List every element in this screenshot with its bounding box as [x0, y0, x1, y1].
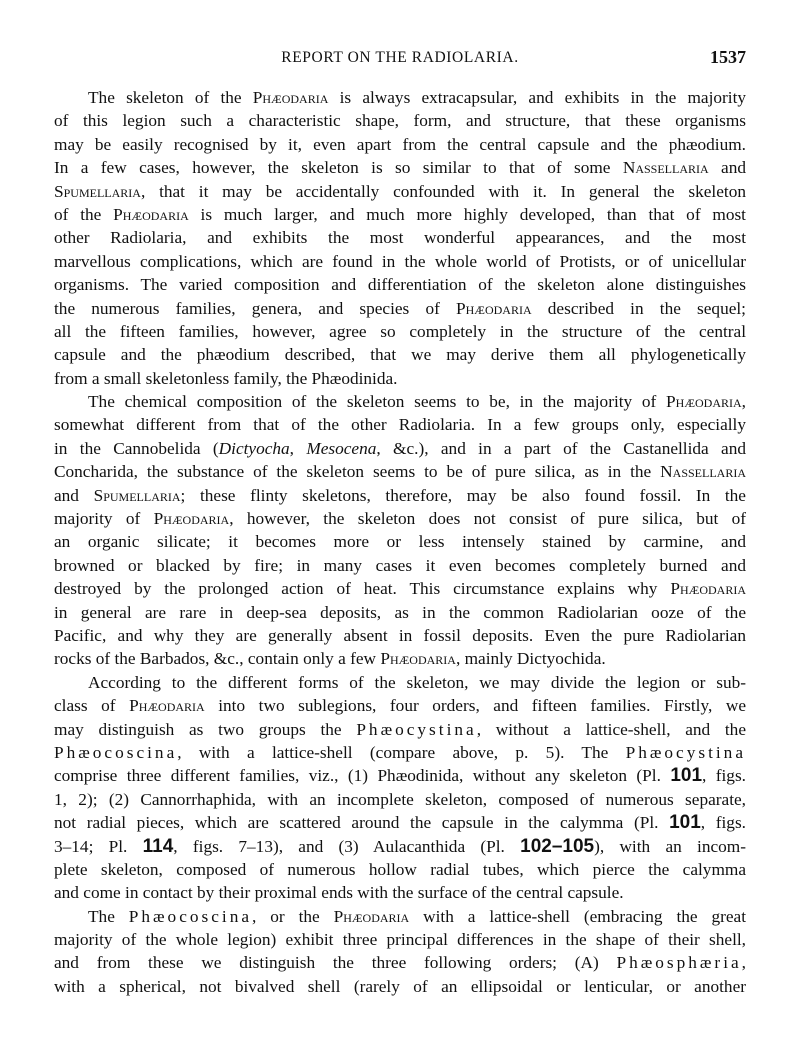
text-run: Phæocystina [356, 719, 477, 739]
text-run: , or the [252, 906, 334, 926]
text-line [54, 460, 746, 483]
plate-number: 101 [670, 765, 703, 787]
text-run: ; these flinty skeletons, therefore, may be also found fossil. In the [180, 485, 746, 505]
text-run: Nassellaria [660, 462, 746, 482]
running-header [54, 47, 746, 71]
text-line: 1, 2); (2) Cannorrhaphida, with an incomplete skeleton, composed of numerous separate, [54, 789, 746, 809]
text-run: Phæodaria [380, 649, 456, 669]
text-line [54, 694, 746, 717]
plate-number: 114 [142, 835, 174, 857]
text-run: Spumellaria [54, 181, 141, 201]
text-run: Nassellaria [622, 158, 709, 178]
text-run: described in the sequel; [531, 298, 746, 318]
text-run: may distinguish as two groups the [54, 719, 357, 739]
text-line: may be easily recognised by it, even apart from the central capsule and the phæodium. [54, 134, 746, 154]
text-line: According to the different forms of the skeleton, we may divide the legion or sub- [88, 672, 746, 692]
text-run: with a lattice-shell (embracing the great [409, 906, 747, 926]
text-run: is much larger, and much more highly developed, than that of most [188, 204, 746, 224]
text-run: is always extracapsular, and exhibits in the majority [328, 88, 747, 107]
text-run: , that it may be accidentally confounded with it. In general the skeleton [140, 181, 746, 201]
text-run: 3–14; Pl. [54, 836, 143, 856]
text-run: majority of [54, 509, 154, 529]
text-run: , however, the skeleton does not consist of pure silica, but of [229, 509, 746, 529]
text-run: destroyed by the prolonged action of heat. This circumstance explains why [54, 579, 671, 599]
text-run: , figs. [702, 766, 746, 786]
text-line [54, 507, 746, 530]
text-run: Phæocoscina [54, 742, 178, 762]
text-line [54, 390, 746, 413]
text-line [54, 951, 746, 974]
text-run: Concharida, the substance of the skeleton seems to be of pure silica, as in the [54, 462, 661, 482]
text-run: class of [54, 696, 130, 716]
text-run: , figs. 7–13), and (3) Aulacanthida (Pl. [173, 836, 521, 856]
text-run: not radial pieces, which are scattered around the capsule in the calymma (Pl. [54, 813, 670, 833]
text-run: Spumellaria [93, 485, 181, 505]
text-line [54, 905, 746, 928]
text-line: capsule and the phæodium described, that we may derive them all phylogenetically [54, 345, 746, 365]
text-run: and from these we distinguish the three following orders; (A) [54, 953, 617, 973]
text-run: Phæosphæria [616, 953, 742, 973]
text-run: , [289, 438, 307, 458]
text-run: Mesocena [306, 438, 377, 458]
text-run: Phæocystina [625, 742, 746, 762]
text-line: marvellous complications, which are found in the whole world of Protists, or of unicellular [54, 251, 746, 271]
text-line [54, 180, 746, 203]
body-text [54, 86, 746, 998]
text-line [54, 437, 746, 460]
text-run: Dictyocha [218, 438, 290, 458]
text-run: The skeleton of the [88, 88, 253, 107]
text-run: , &c.), and in a part of the Castanellida and [376, 438, 746, 458]
text-run: ), with an incom- [594, 836, 746, 856]
text-run: Phæodaria [129, 696, 205, 716]
running-title: REPORT ON THE RADIOLARIA. [281, 49, 519, 66]
text-run: in the Cannobelida ( [54, 438, 219, 458]
text-line: browned or blacked by fire; in many cases it even becomes completely burned and [54, 555, 746, 575]
text-line [54, 718, 746, 741]
text-run: into two sublegions, four orders, and fifteen families. Firstly, we [204, 696, 746, 716]
text-line [54, 484, 746, 507]
text-run: , figs. [700, 813, 746, 833]
text-run: The chemical composition of the skeleton seems to be, in the majority of [88, 392, 667, 412]
text-line [54, 203, 746, 226]
text-run: comprise three different families, viz., (1) Phæodinida, without any skeleton (Pl. [54, 766, 671, 786]
text-line: with a spherical, not bivalved shell (rarely of an ellipsoidal or lenticular, or another [54, 976, 746, 996]
text-line [54, 835, 746, 858]
text-line [54, 577, 746, 600]
text-run: , mainly Dictyochida. [455, 649, 606, 669]
text-run: Phæodaria [252, 88, 329, 107]
page-number: 1537 [710, 47, 746, 67]
text-line: an organic silicate; it becomes more or less intensely stained by carmine, and [54, 532, 746, 552]
text-line: in general are rare in deep-sea deposits, as in the common Radiolarian ooze of the [54, 602, 746, 622]
text-run: , [741, 953, 746, 973]
text-line: plete skeleton, composed of numerous hollow radial tubes, which pierce the calymma [54, 859, 746, 879]
text-run: Phæodaria [670, 579, 746, 599]
text-run: Phæodaria [333, 906, 410, 926]
plate-number: 102–105 [520, 835, 595, 857]
text-line [54, 741, 746, 764]
text-run: In a few cases, however, the skeleton is so similar to that of some [54, 158, 623, 178]
text-line [54, 811, 746, 834]
text-line [54, 156, 746, 179]
text-line [54, 86, 746, 109]
text-line: and come in contact by their proximal ends with the surface of the central capsule. [54, 883, 624, 903]
text-line: Pacific, and why they are generally absent in fossil deposits. Even the pure Radiolarian [54, 625, 746, 645]
text-run: of the [54, 204, 114, 224]
text-line: of this legion such a characteristic shape, form, and structure, that these organisms [54, 111, 746, 131]
text-line: organisms. The varied composition and differentiation of the skeleton alone distinguishes [54, 275, 746, 295]
text-line [54, 297, 746, 320]
text-line: all the fifteen families, however, agree so completely in the structure of the central [54, 321, 746, 341]
text-run: Phæodaria [113, 204, 189, 224]
text-line: somewhat different from that of the other Radiolaria. In a few groups only, especially [54, 415, 746, 435]
text-line: majority of the whole legion) exhibit three principal differences in the shape of their shell, [54, 930, 746, 950]
text-run: , with a lattice-shell (compare above, p. 5). The [177, 742, 626, 762]
text-run: , without a lattice-shell, and the [476, 719, 746, 739]
text-run: The [88, 906, 129, 926]
text-run: and [708, 158, 746, 178]
text-run: Phæodaria [666, 392, 742, 412]
text-run: Phæodaria [153, 509, 230, 529]
text-line: from a small skeletonless family, the Phæodinida. [54, 368, 398, 388]
text-line: other Radiolaria, and exhibits the most wonderful appearances, and the most [54, 228, 746, 248]
text-line [54, 764, 746, 787]
text-run: Phæodaria [456, 298, 532, 318]
text-run: and [54, 485, 94, 505]
text-run: the numerous families, genera, and species of [54, 298, 456, 318]
text-line [54, 647, 746, 670]
text-run: , [741, 392, 746, 412]
text-run: rocks of the Barbados, &c., contain only a few [54, 649, 381, 669]
plate-number: 101 [669, 812, 701, 834]
text-run: Phæocoscina [128, 906, 253, 926]
